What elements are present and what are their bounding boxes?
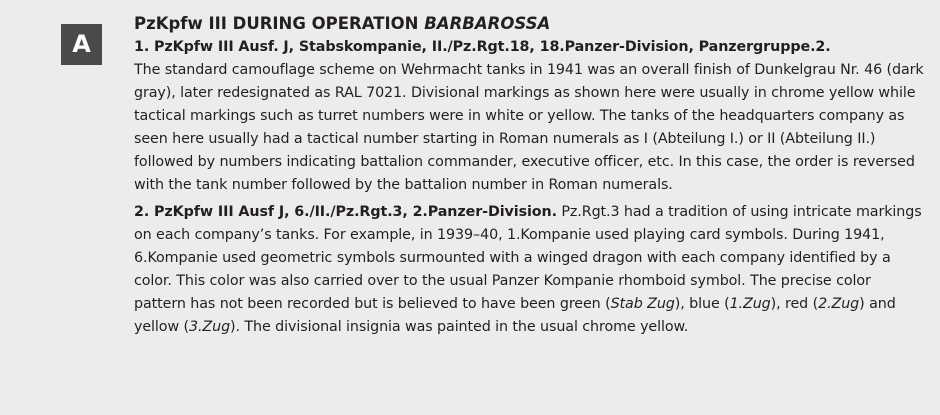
entry-2-heading: 2. PzKpfw III Ausf J, 6./II./Pz.Rgt.3, 2.Panzer-Division. bbox=[134, 204, 557, 220]
entry-2-italic-2-zug: 2.Zug bbox=[818, 296, 860, 312]
plate-letter-badge: A bbox=[61, 24, 102, 65]
caption-title bbox=[134, 12, 924, 36]
caption-title-text: PzKpfw III DURING OPERATION bbox=[134, 14, 425, 33]
plate-caption bbox=[134, 12, 924, 339]
entry-2-body-start: Pz.Rgt.3 had a tradition of using intricate markings on each company’s tanks. For example, in 1939–40, 1.Kompanie used playing card symbols. During 1941, 6.Kompanie used geometric symbols surmounted with a winged dragon with each company identified by a color. This color was also carried over to the usual Panzer Kompanie rhomboid symbol. The precise color pattern has not been recorded but is believed to have been green ( bbox=[134, 204, 922, 312]
entry-2-text-yellow: ) and yellow ( bbox=[134, 296, 896, 335]
entry-2-text-red: ), red ( bbox=[770, 296, 819, 312]
entry-2-italic-stab-zug: Stab Zug bbox=[610, 296, 675, 312]
caption-title-operation: BARBAROSSA bbox=[424, 14, 551, 33]
entry-2-body-end: ). The divisional insignia was painted in the usual chrome yellow. bbox=[230, 319, 689, 335]
caption-entry-1 bbox=[134, 36, 924, 197]
entry-2-italic-3-zug: 3.Zug bbox=[188, 319, 231, 335]
entry-1-body: The standard camouflage scheme on Wehrmacht tanks in 1941 was an overall finish of Dunkelgrau Nr. 46 (dark gray), later redesignated as RAL 7021. Divisional markings as shown here were usually in chrome yellow while tactical markings such as turret numbers were in white or yellow. The tanks of the headquarters company as seen here usually had a tactical number starting in Roman numerals as I (Abteilung I.) or II (Abteilung II.) followed by numbers indicating battalion commander, executive officer, etc. In this case, the order is reversed with the tank number followed by the battalion number in Roman numerals. bbox=[134, 62, 924, 193]
entry-2-text-blue: ), blue ( bbox=[674, 296, 730, 312]
entry-2-italic-1-zug: 1.Zug bbox=[729, 296, 771, 312]
entry-1-heading: 1. PzKpfw III Ausf. J, Stabskompanie, II./Pz.Rgt.18, 18.Panzer-Division, Panzergruppe.2. bbox=[134, 39, 831, 55]
caption-entry-2 bbox=[134, 201, 924, 339]
